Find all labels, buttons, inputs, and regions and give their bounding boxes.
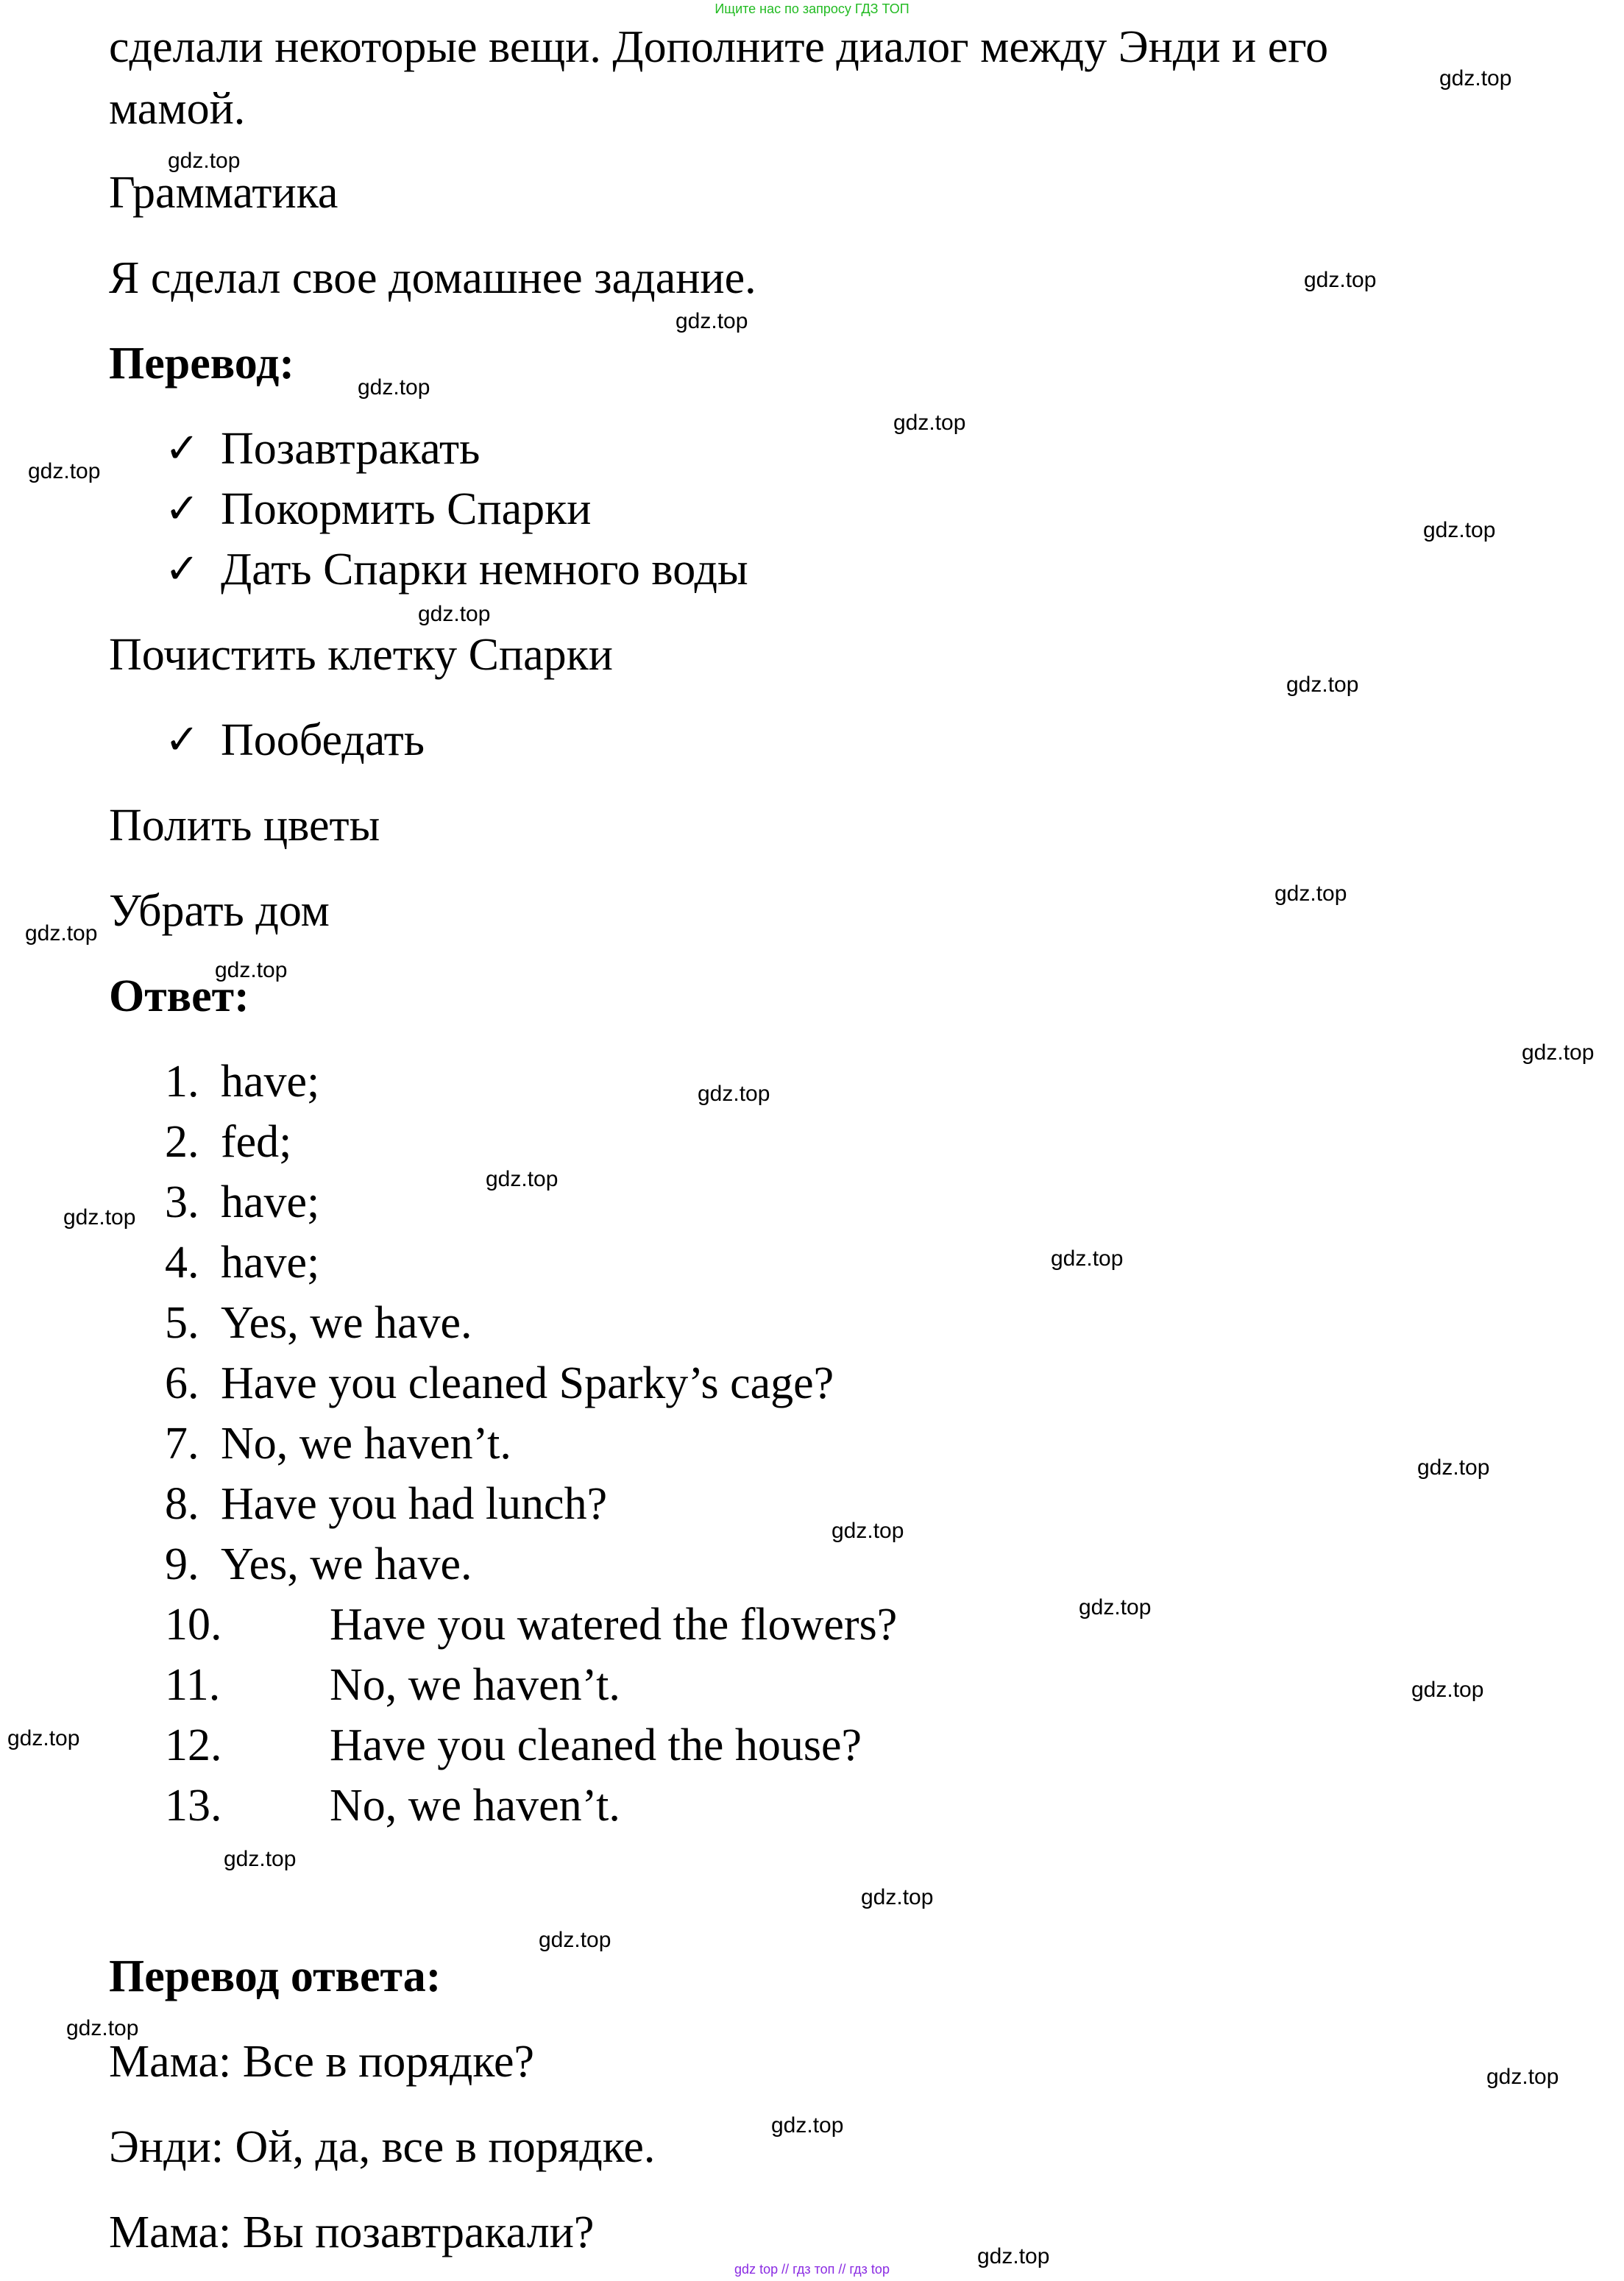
answer-number: 1. [165, 1057, 199, 1107]
header-note: Ищите нас по запросу ГДЗ ТОП [715, 1, 909, 16]
answer-text: Have you had lunch? [221, 1479, 608, 1529]
watermark: gdz.top [1439, 66, 1512, 91]
check-icon: ✓ [165, 486, 199, 532]
answer-number: 9. [165, 1539, 199, 1589]
intro-line-1: сделали некоторые вещи. Дополните диалог между Энди и его [109, 22, 1329, 72]
answer-number: 13. [165, 1781, 222, 1831]
answer-text: have; [221, 1238, 320, 1288]
watermark: gdz.top [1522, 1040, 1595, 1065]
dialog-line: Мама: Все в порядке? [109, 2037, 534, 2087]
answer-number: 10. [165, 1600, 222, 1650]
answer-number: 12. [165, 1720, 222, 1770]
answer-text: have; [221, 1177, 320, 1227]
checklist-item-unchecked: Убрать дом [109, 886, 330, 936]
watermark: gdz.top [539, 1928, 611, 1952]
watermark: gdz.top [1486, 2065, 1559, 2089]
answer-number: 6. [165, 1358, 199, 1408]
dialog-line: Мама: Вы позавтракали? [109, 2207, 595, 2257]
watermark: gdz.top [25, 921, 98, 946]
checklist-item-unchecked: Почистить клетку Спарки [109, 630, 613, 680]
watermark: gdz.top [771, 2113, 844, 2138]
answer-text: have; [221, 1057, 320, 1107]
watermark: gdz.top [893, 411, 966, 435]
answer-text: No, we haven’t. [330, 1660, 620, 1710]
checklist-item-text: Дать Спарки немного воды [221, 544, 748, 595]
watermark: gdz.top [66, 2016, 139, 2040]
watermark: gdz.top [168, 149, 241, 173]
watermark: gdz.top [418, 602, 491, 626]
footer-note: gdz top // гдз топ // гдз top [734, 2262, 890, 2277]
watermark: gdz.top [7, 1726, 80, 1750]
watermark: gdz.top [1286, 673, 1359, 697]
watermark: gdz.top [1079, 1595, 1152, 1620]
watermark: gdz.top [977, 2244, 1050, 2268]
answer-heading: Ответ: [109, 971, 249, 1021]
dialog-line: Энди: Ой, да, все в порядке. [109, 2122, 656, 2172]
watermark: gdz.top [358, 375, 430, 400]
answer-text: Have you cleaned the house? [330, 1720, 862, 1770]
answer-number: 2. [165, 1117, 199, 1167]
watermark: gdz.top [861, 1885, 934, 1909]
watermark: gdz.top [1274, 881, 1347, 906]
answer-text: Have you watered the flowers? [330, 1600, 898, 1650]
checklist-item-text: Пообедать [221, 715, 425, 765]
answer-number: 11. [165, 1660, 221, 1710]
check-icon: ✓ [165, 717, 199, 763]
watermark: gdz.top [1051, 1246, 1124, 1271]
watermark: gdz.top [486, 1167, 559, 1191]
checklist-item-text: Позавтракать [221, 424, 481, 474]
answer-text: Yes, we have. [221, 1298, 472, 1348]
answer-number: 8. [165, 1479, 199, 1529]
watermark: gdz.top [1304, 268, 1377, 292]
intro-line-2: мамой. [109, 84, 246, 134]
answer-text: Yes, we have. [221, 1539, 472, 1589]
answer-number: 5. [165, 1298, 199, 1348]
checklist-item-unchecked: Полить цветы [109, 801, 380, 851]
watermark: gdz.top [224, 1847, 297, 1871]
answer-text: No, we haven’t. [330, 1781, 620, 1831]
watermark: gdz.top [28, 459, 101, 483]
check-icon: ✓ [165, 547, 199, 592]
answer-text: No, we haven’t. [221, 1419, 511, 1469]
translation-heading: Перевод: [109, 338, 295, 389]
answer-number: 7. [165, 1419, 199, 1469]
watermark: gdz.top [1423, 518, 1496, 542]
watermark: gdz.top [698, 1082, 770, 1106]
watermark: gdz.top [63, 1205, 136, 1230]
answer-translation-heading: Перевод ответа: [109, 1951, 442, 2001]
check-icon: ✓ [165, 426, 199, 472]
answer-number: 3. [165, 1177, 199, 1227]
watermark: gdz.top [1411, 1678, 1484, 1702]
watermark: gdz.top [215, 958, 288, 982]
grammar-heading: Грамматика [109, 168, 338, 218]
answer-text: fed; [221, 1117, 292, 1167]
watermark: gdz.top [676, 309, 748, 333]
grammar-sentence: Я сделал свое домашнее задание. [109, 253, 756, 303]
watermark: gdz.top [831, 1519, 904, 1543]
watermark: gdz.top [1417, 1455, 1490, 1480]
checklist-item-text: Покормить Спарки [221, 484, 592, 534]
answer-text: Have you cleaned Sparky’s cage? [221, 1358, 834, 1408]
answer-number: 4. [165, 1238, 199, 1288]
